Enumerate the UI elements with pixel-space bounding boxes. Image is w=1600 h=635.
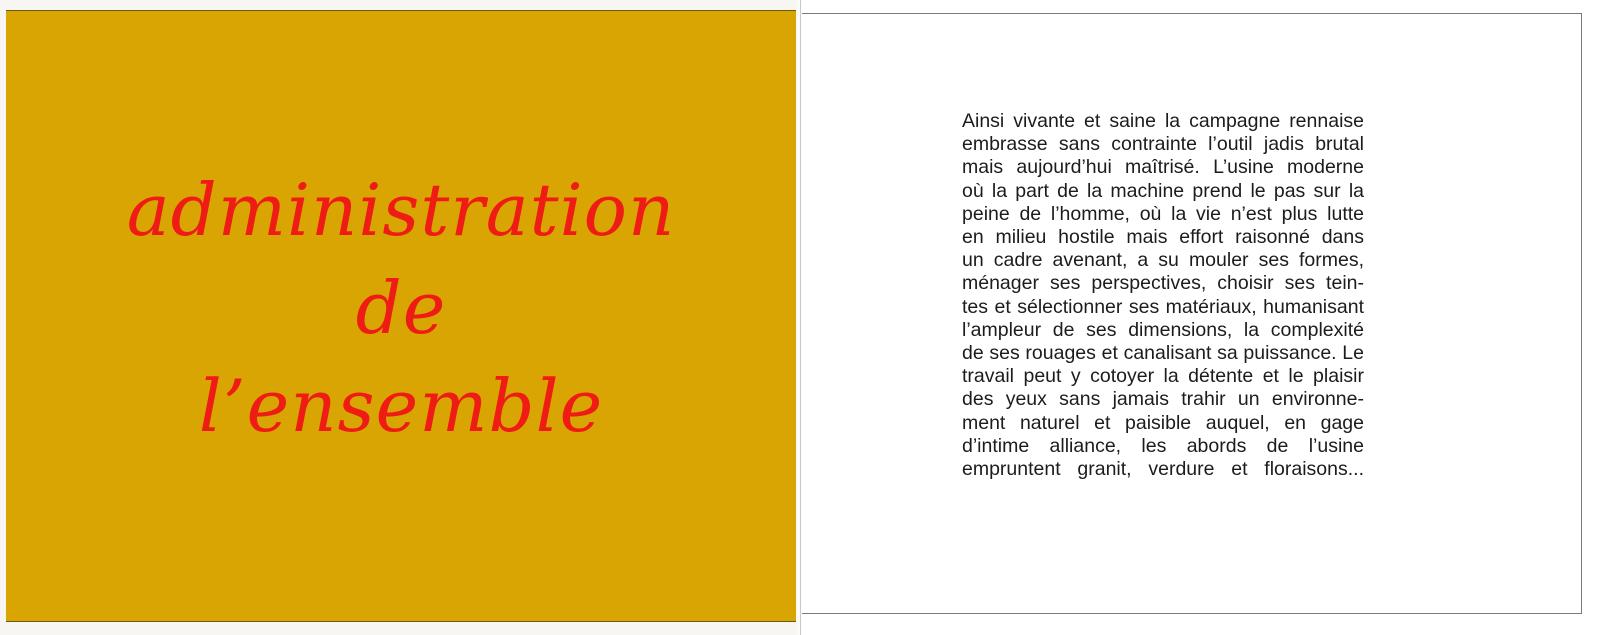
page-gutter-divider (800, 0, 801, 635)
paragraph-line: travail peut y cotoyer la détente et le plaisir (962, 365, 1364, 388)
paragraph-line: des yeux sans jamais trahir un environne- (962, 388, 1364, 411)
paragraph-line: tes et sélectionner ses matériaux, humanisant (962, 295, 1364, 318)
paragraph-line: d’intime alliance, les abords de l’usine (962, 434, 1364, 457)
paragraph-line: un cadre avenant, a su mouler ses formes, (962, 249, 1364, 272)
paragraph-line: Ainsi vivante et saine la campagne rennaise (962, 110, 1364, 132)
paragraph-line: l’ampleur de ses dimensions, la complexité (962, 318, 1364, 341)
right-page (802, 0, 1600, 635)
paragraph-line: embrasse sans contrainte l’outil jadis brutal (962, 133, 1364, 156)
paragraph-line: ménager ses perspectives, choisir ses tein- (962, 272, 1364, 295)
paragraph-line: de ses rouages et canalisant sa puissance. Le (962, 342, 1364, 365)
paragraph-line: où la part de la machine prend le pas sur la (962, 179, 1364, 202)
left-page (0, 0, 797, 635)
paragraph-line: ment naturel et paisible auquel, en gage (962, 411, 1364, 434)
title-line-2: de (355, 266, 447, 350)
title-line-1: administration (126, 168, 676, 252)
paragraph-line: mais aujourd’hui maîtrisé. L’usine moderne (962, 156, 1364, 179)
paragraph-line: empruntent granit, verdure et floraisons... (962, 458, 1364, 481)
ochre-title-panel (6, 10, 796, 622)
section-title (6, 161, 796, 455)
paragraph-line: en milieu hostile mais effort raisonné dans (962, 226, 1364, 249)
paragraph-line: peine de l’homme, où la vie n’est plus lutte (962, 202, 1364, 225)
title-line-3: l’ensemble (198, 364, 604, 448)
body-paragraph (962, 110, 1364, 481)
